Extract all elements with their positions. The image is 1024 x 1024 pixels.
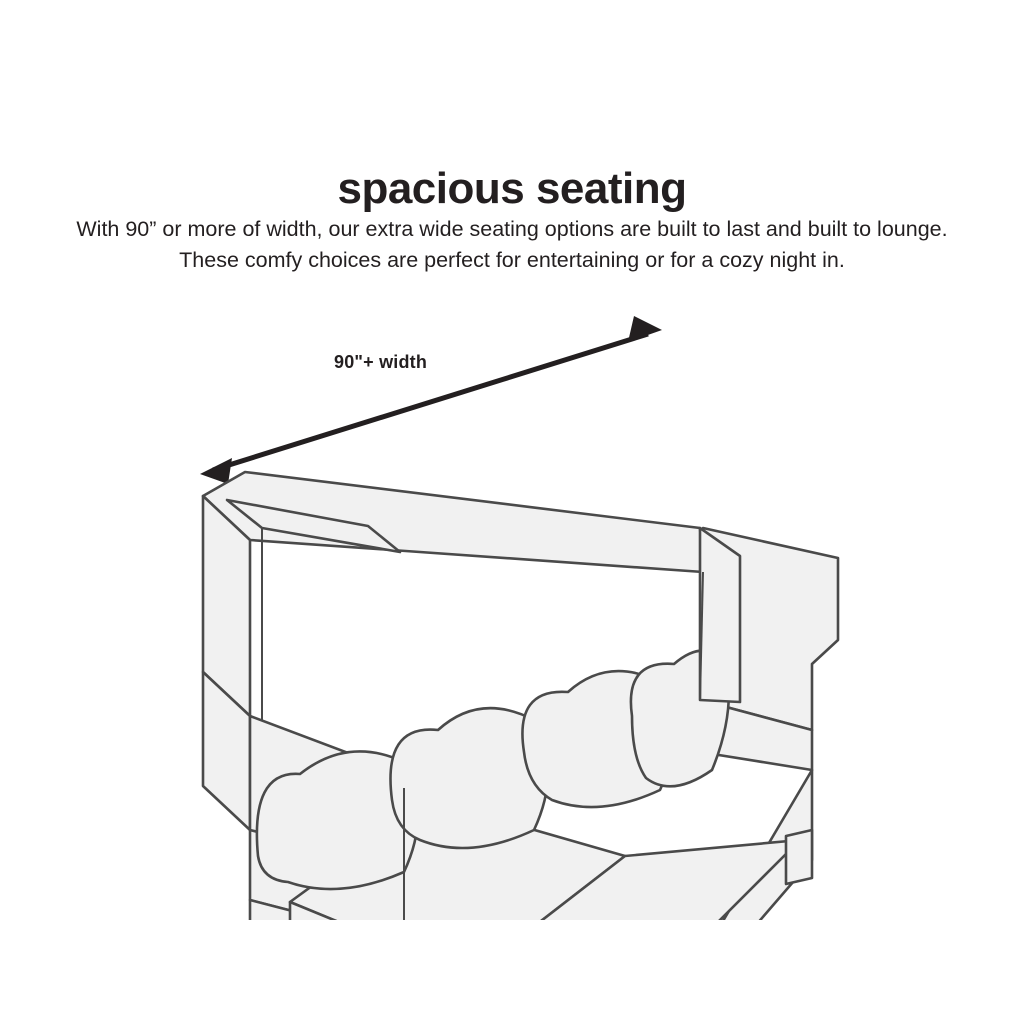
description-line-1: With 90” or more of width, our extra wide seating options are built to last and built to lounge. <box>76 217 948 241</box>
description-text <box>0 214 1024 275</box>
dimension-label: 90"+ width <box>334 352 428 372</box>
right-back-wing <box>700 528 740 702</box>
page-title: spacious seating <box>337 164 687 214</box>
width-arrow <box>200 316 662 484</box>
sofa-diagram-svg <box>0 300 1024 920</box>
right-leg <box>786 830 812 884</box>
sofa-body <box>203 472 838 920</box>
description-line-2: These comfy choices are perfect for entertaining or for a cozy night in. <box>179 247 845 272</box>
sofa-illustration <box>0 300 1024 920</box>
